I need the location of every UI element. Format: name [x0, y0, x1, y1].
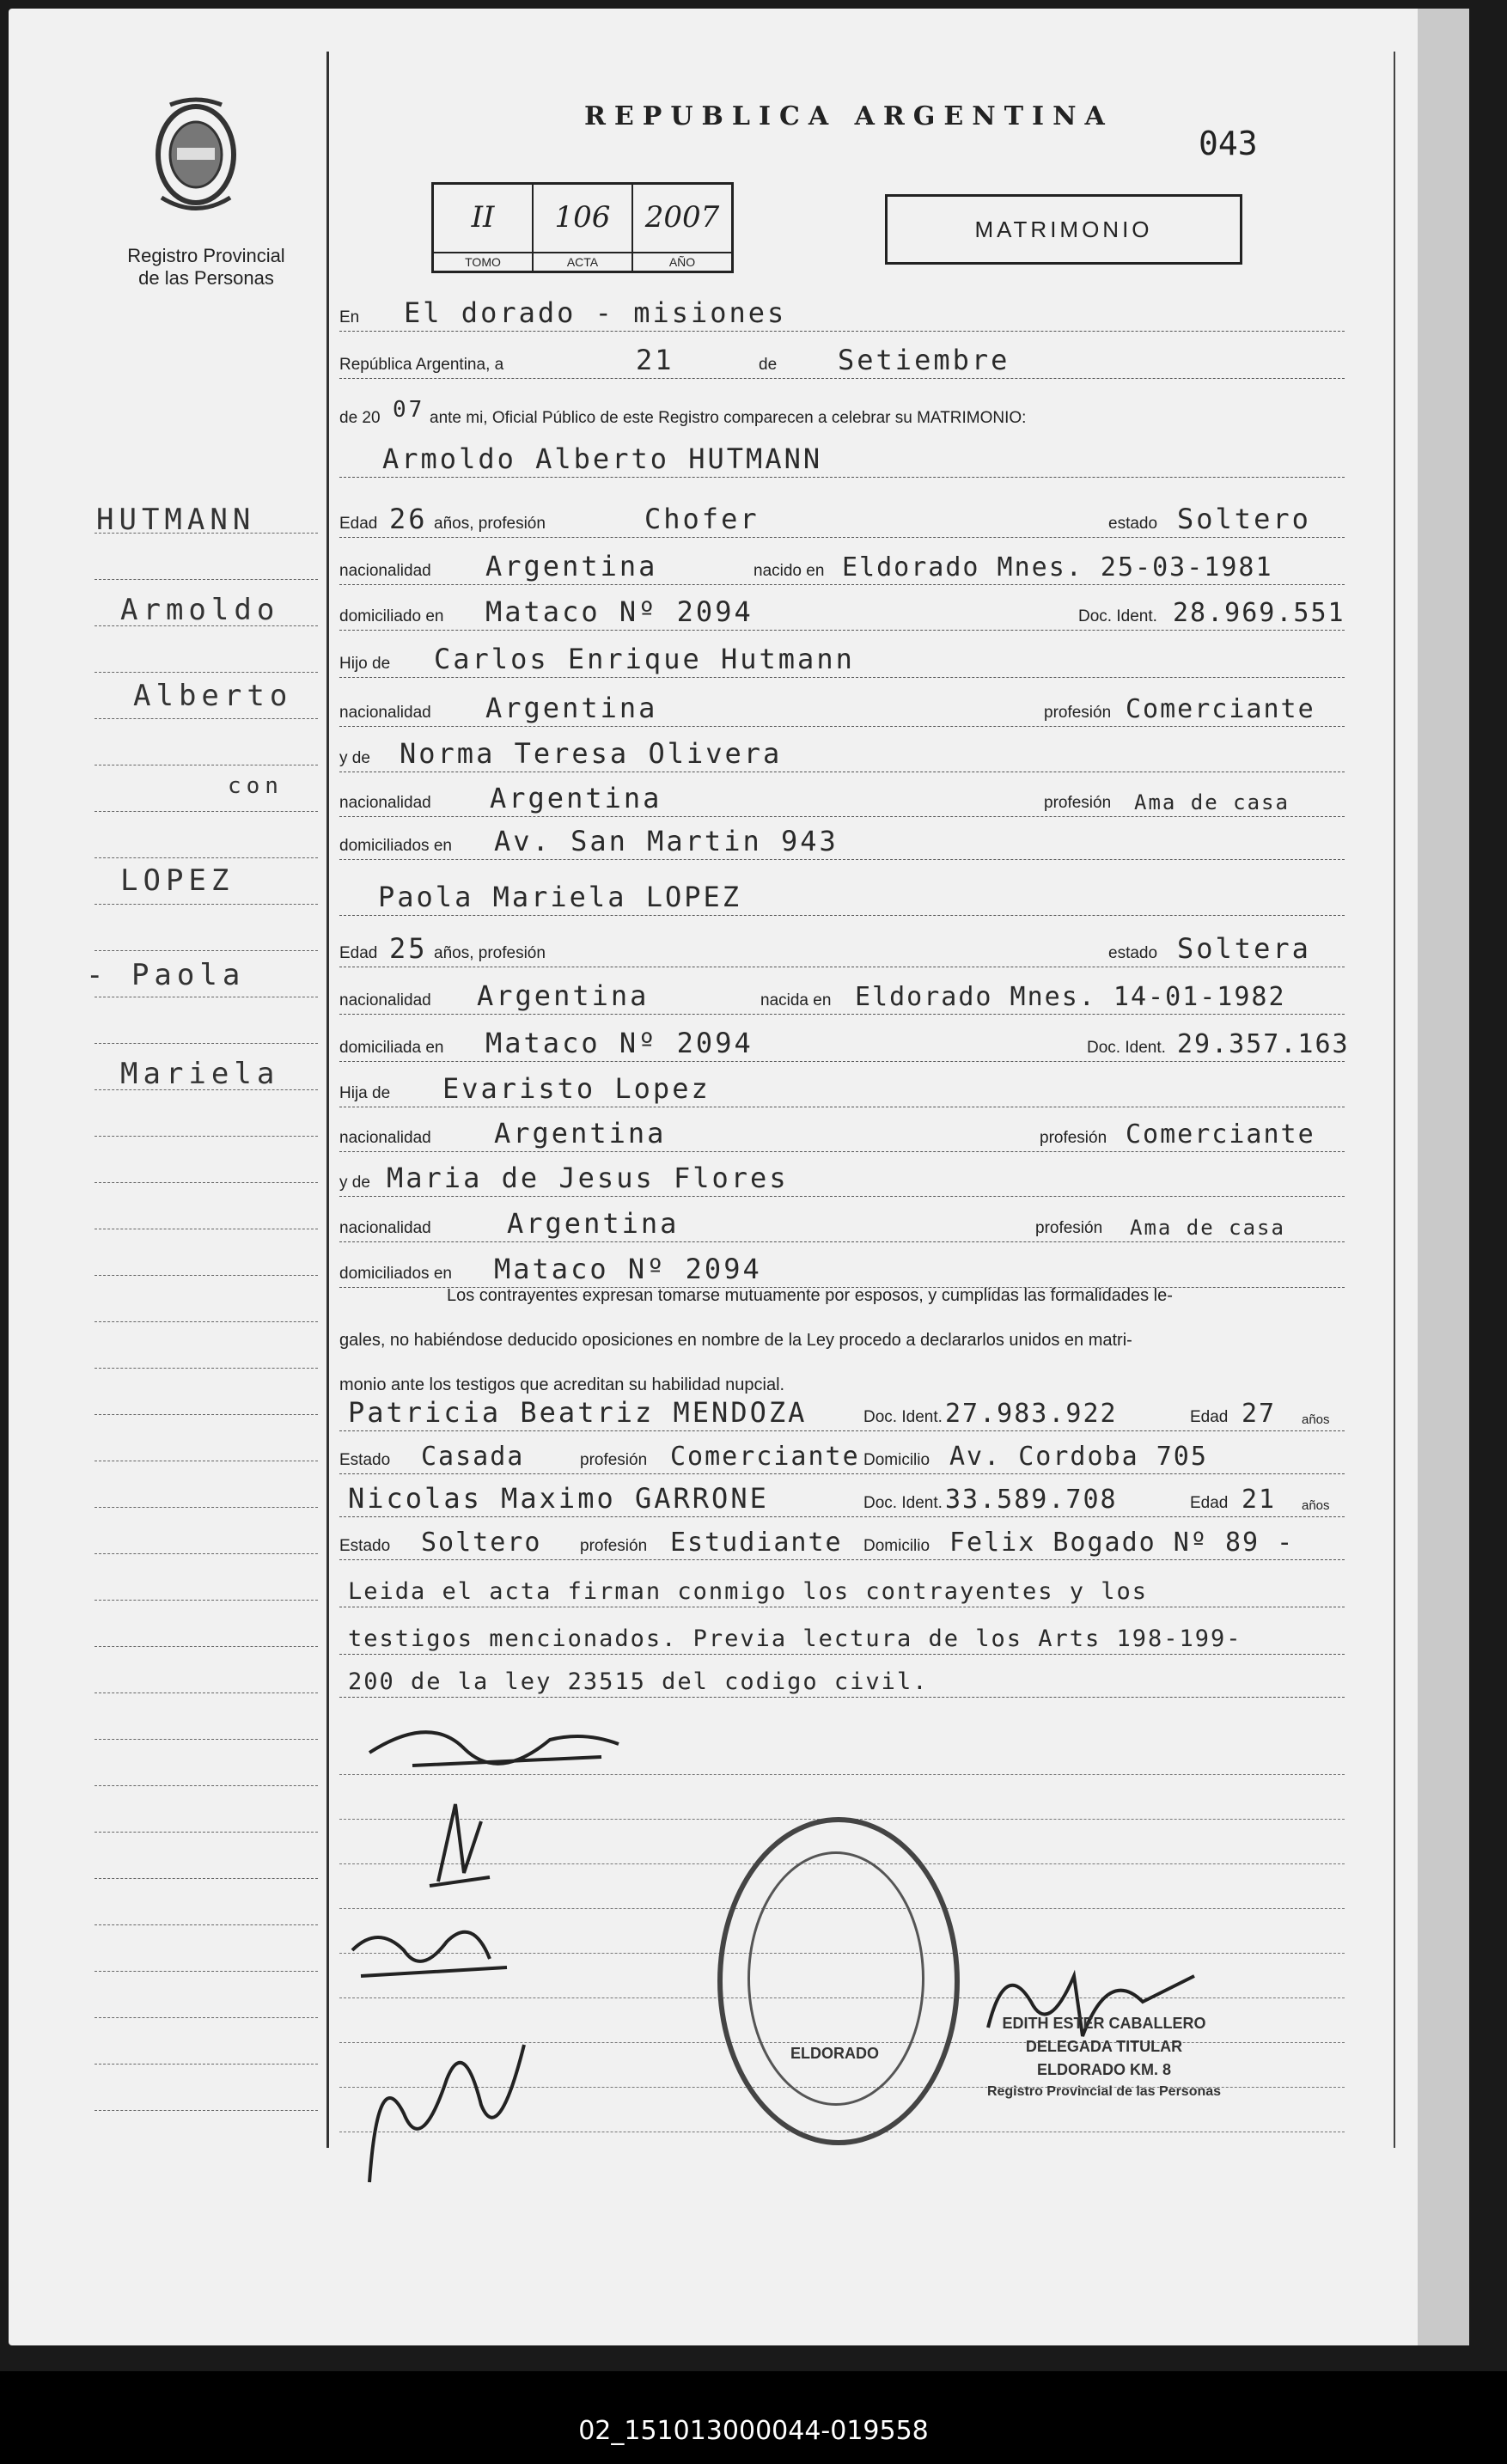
anio-cell	[633, 185, 731, 271]
country-heading: REPUBLICA ARGENTINA	[584, 101, 1113, 131]
margin-ruled-line	[95, 950, 318, 952]
row-year	[339, 397, 1345, 431]
margin-surname-1: HUTMANN	[96, 503, 256, 537]
row-witness1-details	[339, 1439, 1345, 1474]
hw-groom-nat: Argentina	[485, 550, 658, 582]
label-profesion: profesión	[580, 1451, 648, 1469]
acta-label: ACTA	[534, 252, 631, 271]
hw-bride-father-nat: Argentina	[494, 1117, 667, 1150]
acta-cell	[534, 185, 633, 271]
margin-ruled-line	[95, 1600, 318, 1601]
row-bride-addr	[339, 1027, 1350, 1062]
hw-bride-parents-addr: Mataco Nº 2094	[494, 1253, 762, 1285]
label-hija: Hija de	[339, 1084, 391, 1102]
hw-bride-father: Evaristo Lopez	[442, 1072, 711, 1105]
hw-groom-name: Armoldo Alberto HUTMANN	[382, 442, 823, 475]
signature-officer-scrawl	[361, 1705, 636, 1783]
row-groom-age	[339, 503, 1345, 538]
page-number: 043	[1199, 125, 1258, 162]
org-line-2: de las Personas	[138, 267, 274, 289]
label-profesion: profesión	[580, 1537, 648, 1555]
row-place	[339, 296, 1345, 332]
hw-bride-addr: Mataco Nº 2094	[485, 1027, 754, 1059]
margin-ruled-line	[95, 1739, 318, 1741]
margin-name-2: Alberto	[133, 679, 293, 713]
row-witness2	[339, 1482, 1345, 1517]
hw-witness1-age: 27	[1242, 1399, 1277, 1429]
anio-value: 2007	[644, 200, 720, 235]
hw-bride-mother-nat: Argentina	[507, 1207, 680, 1240]
row-groom-father	[339, 643, 1345, 678]
label-estado: estado	[1108, 944, 1158, 962]
tomo-cell	[434, 185, 534, 271]
margin-ruled-line	[95, 1229, 318, 1230]
hw-mother-nat: Argentina	[490, 782, 662, 814]
label-yde: y de	[339, 749, 370, 767]
hw-witness2-doc: 33.589.708	[945, 1485, 1118, 1515]
anio-label: AÑO	[633, 252, 731, 271]
label-domiciliados: domiciliados en	[339, 837, 452, 855]
margin-ruled-line	[95, 1461, 318, 1462]
tomo-value: II	[471, 200, 495, 235]
margin-divider	[326, 52, 329, 2148]
row-groom-mother-nat	[339, 782, 1345, 817]
row-closing-3	[339, 1662, 1345, 1698]
hw-groom-mother: Norma Teresa Olivera	[400, 737, 783, 770]
row-bride-nat	[339, 979, 1345, 1015]
hw-father-nat: Argentina	[485, 692, 658, 724]
record-number-grid	[431, 182, 734, 273]
margin-ruled-line	[95, 2110, 318, 2112]
margin-name-1: Armoldo	[120, 593, 280, 627]
row-groom-nat	[339, 550, 1345, 585]
scan-identifier: 02_151013000044-019558	[578, 2416, 929, 2446]
margin-ruled-line	[95, 1971, 318, 1973]
label-profesion: profesión	[1044, 704, 1112, 722]
binding-spine	[1418, 9, 1469, 2345]
row-witness2-details	[339, 1525, 1345, 1560]
label-doc: Doc. Ident.	[863, 1408, 943, 1426]
signature-initials	[421, 1796, 498, 1890]
label-profesion: profesión	[1040, 1129, 1107, 1147]
row-closing-1	[339, 1572, 1345, 1607]
hw-groom-status: Soltero	[1177, 503, 1311, 535]
label-domicilio: Domicilio	[863, 1451, 930, 1469]
margin-ruled-line	[95, 1275, 318, 1277]
officer-role: DELEGADA TITULAR	[1025, 2038, 1183, 2055]
margin-ruled-line	[95, 2017, 318, 2019]
official-round-stamp-inner	[747, 1851, 924, 2106]
hw-groom-born: Eldorado Mnes. 25-03-1981	[842, 552, 1273, 582]
margin-ruled-line	[95, 904, 318, 906]
hw-closing-3: 200 de la ley 23515 del codigo civil.	[348, 1668, 929, 1695]
label-domicilio: Domicilio	[863, 1537, 930, 1555]
hw-month: Setiembre	[838, 344, 1010, 376]
hw-bride-born: Eldorado Mnes. 14-01-1982	[855, 982, 1286, 1012]
paragraph-line-3: monio ante los testigos que acreditan su habilidad nupcial.	[339, 1375, 785, 1394]
hw-witness1-job: Comerciante	[670, 1442, 860, 1472]
hw-groom-addr: Mataco Nº 2094	[485, 595, 754, 628]
label-de20: de 20	[339, 409, 381, 427]
signature-groom	[344, 1907, 516, 2002]
row-bride-name	[339, 881, 1345, 916]
margin-ruled-line	[95, 811, 318, 813]
margin-ruled-line	[95, 672, 318, 674]
label-edad: Edad	[1190, 1494, 1229, 1512]
margin-ruled-line	[95, 2064, 318, 2065]
margin-ruled-line	[95, 1507, 318, 1509]
row-groom-mother	[339, 737, 1345, 772]
label-nacionalidad: nacionalidad	[339, 1129, 431, 1147]
signature-bride	[352, 2010, 541, 2191]
label-nacionalidad: nacionalidad	[339, 794, 431, 812]
hw-year: 07	[393, 397, 425, 423]
hw-witness1-addr: Av. Cordoba 705	[949, 1442, 1208, 1472]
hw-bride-age: 25	[389, 932, 428, 965]
hw-witness1-status: Casada	[421, 1442, 525, 1472]
margin-ruled-line	[95, 1368, 318, 1369]
label-estado: Estado	[339, 1537, 391, 1555]
label-doc: Doc. Ident.	[1078, 607, 1157, 625]
label-nacionalidad: nacionalidad	[339, 704, 431, 722]
label-profesion: profesión	[1044, 794, 1112, 812]
hw-witness2-age: 21	[1242, 1485, 1277, 1515]
row-groom-addr	[339, 595, 1345, 631]
hw-groom-age: 26	[389, 503, 428, 535]
hw-closing-2: testigos mencionados. Previa lectura de los Arts 198-199-	[348, 1625, 1242, 1652]
margin-ruled-line	[95, 765, 318, 766]
row-groom-father-nat	[339, 692, 1345, 727]
hw-place: El dorado - misiones	[404, 296, 787, 329]
hw-bride-mother: Maria de Jesus Flores	[387, 1162, 789, 1194]
paragraph-line-1: Los contrayentes expresan tomarse mutuamente por esposos, y cumplidas las formalidades le-	[447, 1286, 1173, 1305]
officer-name: EDITH ESTER CABALLERO	[1002, 2015, 1206, 2032]
label-anios-prof: años, profesión	[434, 944, 546, 962]
margin-ruled-line	[95, 1646, 318, 1648]
hw-day: 21	[636, 344, 674, 376]
row-bride-father	[339, 1072, 1345, 1107]
margin-name-3: - Paola	[86, 958, 246, 992]
label-domiciliado: domiciliado en	[339, 607, 444, 625]
row-closing-2	[339, 1619, 1345, 1655]
row-groom-name	[339, 442, 1345, 478]
margin-con: con	[228, 773, 284, 799]
label-edad: Edad	[1190, 1408, 1229, 1426]
officer-place: ELDORADO KM. 8	[1036, 2061, 1171, 2078]
hw-witness2-name: Nicolas Maximo GARRONE	[348, 1482, 769, 1515]
label-yde: y de	[339, 1174, 370, 1192]
hw-bride-status: Soltera	[1177, 932, 1311, 965]
label-ante: ante mi, Oficial Público de este Registro comparecen a celebrar su MATRIMONIO:	[430, 409, 1027, 427]
label-nacido: nacido en	[754, 562, 825, 580]
hw-father-job: Comerciante	[1126, 694, 1315, 724]
hw-closing-1: Leida el acta firman conmigo los contrayentes y los	[348, 1578, 1149, 1605]
row-date	[339, 344, 1345, 379]
label-de: de	[759, 356, 778, 374]
row-bride-father-nat	[339, 1117, 1345, 1152]
label-anios-prof: años, profesión	[434, 515, 546, 533]
label-domiciliados: domiciliados en	[339, 1265, 452, 1283]
label-doc: Doc. Ident.	[1087, 1039, 1166, 1057]
label-profesion: profesión	[1035, 1219, 1103, 1237]
coat-of-arms-emblem	[144, 95, 247, 223]
hw-mother-job: Ama de casa	[1134, 790, 1290, 814]
row-bride-age	[339, 932, 1345, 967]
margin-ruled-line	[95, 1182, 318, 1184]
margin-ruled-line	[95, 718, 318, 720]
org-line-1: Registro Provincial	[127, 245, 285, 266]
margin-name-4: Mariela	[120, 1057, 280, 1091]
hw-witness2-addr: Felix Bogado Nº 89 -	[949, 1528, 1295, 1558]
margin-ruled-line	[95, 1414, 318, 1416]
hw-witness2-status: Soltero	[421, 1528, 542, 1558]
hw-groom-father: Carlos Enrique Hutmann	[434, 643, 855, 675]
row-witness1	[339, 1396, 1345, 1431]
row-bride-mother	[339, 1162, 1345, 1197]
margin-ruled-line	[95, 1321, 318, 1323]
hw-bride-mother-job: Ama de casa	[1130, 1216, 1285, 1240]
label-edad: Edad	[339, 515, 378, 533]
margin-ruled-line	[95, 1692, 318, 1694]
record-type-box: MATRIMONIO	[885, 194, 1242, 265]
row-bride-mother-nat	[339, 1207, 1345, 1242]
margin-ruled-line	[95, 997, 318, 998]
margin-ruled-line	[95, 1136, 318, 1137]
legal-paragraph	[339, 1273, 1345, 1407]
hw-bride-nat: Argentina	[477, 979, 650, 1012]
row-groom-parents-addr	[339, 825, 1345, 860]
label-hijo: Hijo de	[339, 655, 391, 673]
margin-ruled-line	[95, 1924, 318, 1926]
label-nacionalidad: nacionalidad	[339, 562, 431, 580]
hw-bride-father-job: Comerciante	[1126, 1119, 1315, 1150]
hw-groom-parents-addr: Av. San Martin 943	[494, 825, 839, 857]
label-anos: años	[1302, 1412, 1330, 1427]
margin-ruled-line	[95, 857, 318, 859]
hw-groom-job: Chofer	[644, 503, 760, 535]
org-name	[95, 245, 318, 290]
hw-groom-doc: 28.969.551	[1173, 598, 1345, 628]
margin-surname-2: LOPEZ	[120, 863, 235, 898]
hw-witness2-job: Estudiante	[670, 1528, 843, 1558]
label-en: En	[339, 308, 360, 326]
margin-ruled-line	[95, 1832, 318, 1833]
right-border	[1394, 52, 1395, 2148]
margin-ruled-line	[95, 1878, 318, 1880]
label-doc: Doc. Ident.	[863, 1494, 943, 1512]
label-republica: República Argentina, a	[339, 356, 504, 374]
margin-ruled-line	[95, 1785, 318, 1787]
hw-witness1-name: Patricia Beatriz MENDOZA	[348, 1396, 808, 1429]
tomo-label: TOMO	[434, 252, 532, 271]
label-estado: Estado	[339, 1451, 391, 1469]
label-nacida: nacida en	[760, 991, 832, 1009]
label-edad: Edad	[339, 944, 378, 962]
margin-ruled-line	[95, 579, 318, 581]
hw-bride-doc: 29.357.163	[1177, 1029, 1350, 1059]
stamp-text: ELDORADO	[790, 2045, 879, 2062]
label-nacionalidad: nacionalidad	[339, 1219, 431, 1237]
hw-bride-name: Paola Mariela LOPEZ	[378, 881, 742, 913]
margin-ruled-line	[95, 1553, 318, 1555]
label-estado: estado	[1108, 515, 1158, 533]
hw-witness1-doc: 27.983.922	[945, 1399, 1118, 1429]
label-anos: años	[1302, 1498, 1330, 1513]
officer-org: Registro Provincial de las Personas	[986, 2084, 1222, 2099]
label-domiciliada: domiciliada en	[339, 1039, 444, 1057]
label-nacionalidad: nacionalidad	[339, 991, 431, 1009]
margin-ruled-line	[95, 1043, 318, 1045]
paragraph-line-2: gales, no habiéndose deducido oposiciones en nombre de la Ley procedo a declararlos unidos en matri-	[339, 1331, 1132, 1350]
acta-value: 106	[554, 200, 611, 235]
